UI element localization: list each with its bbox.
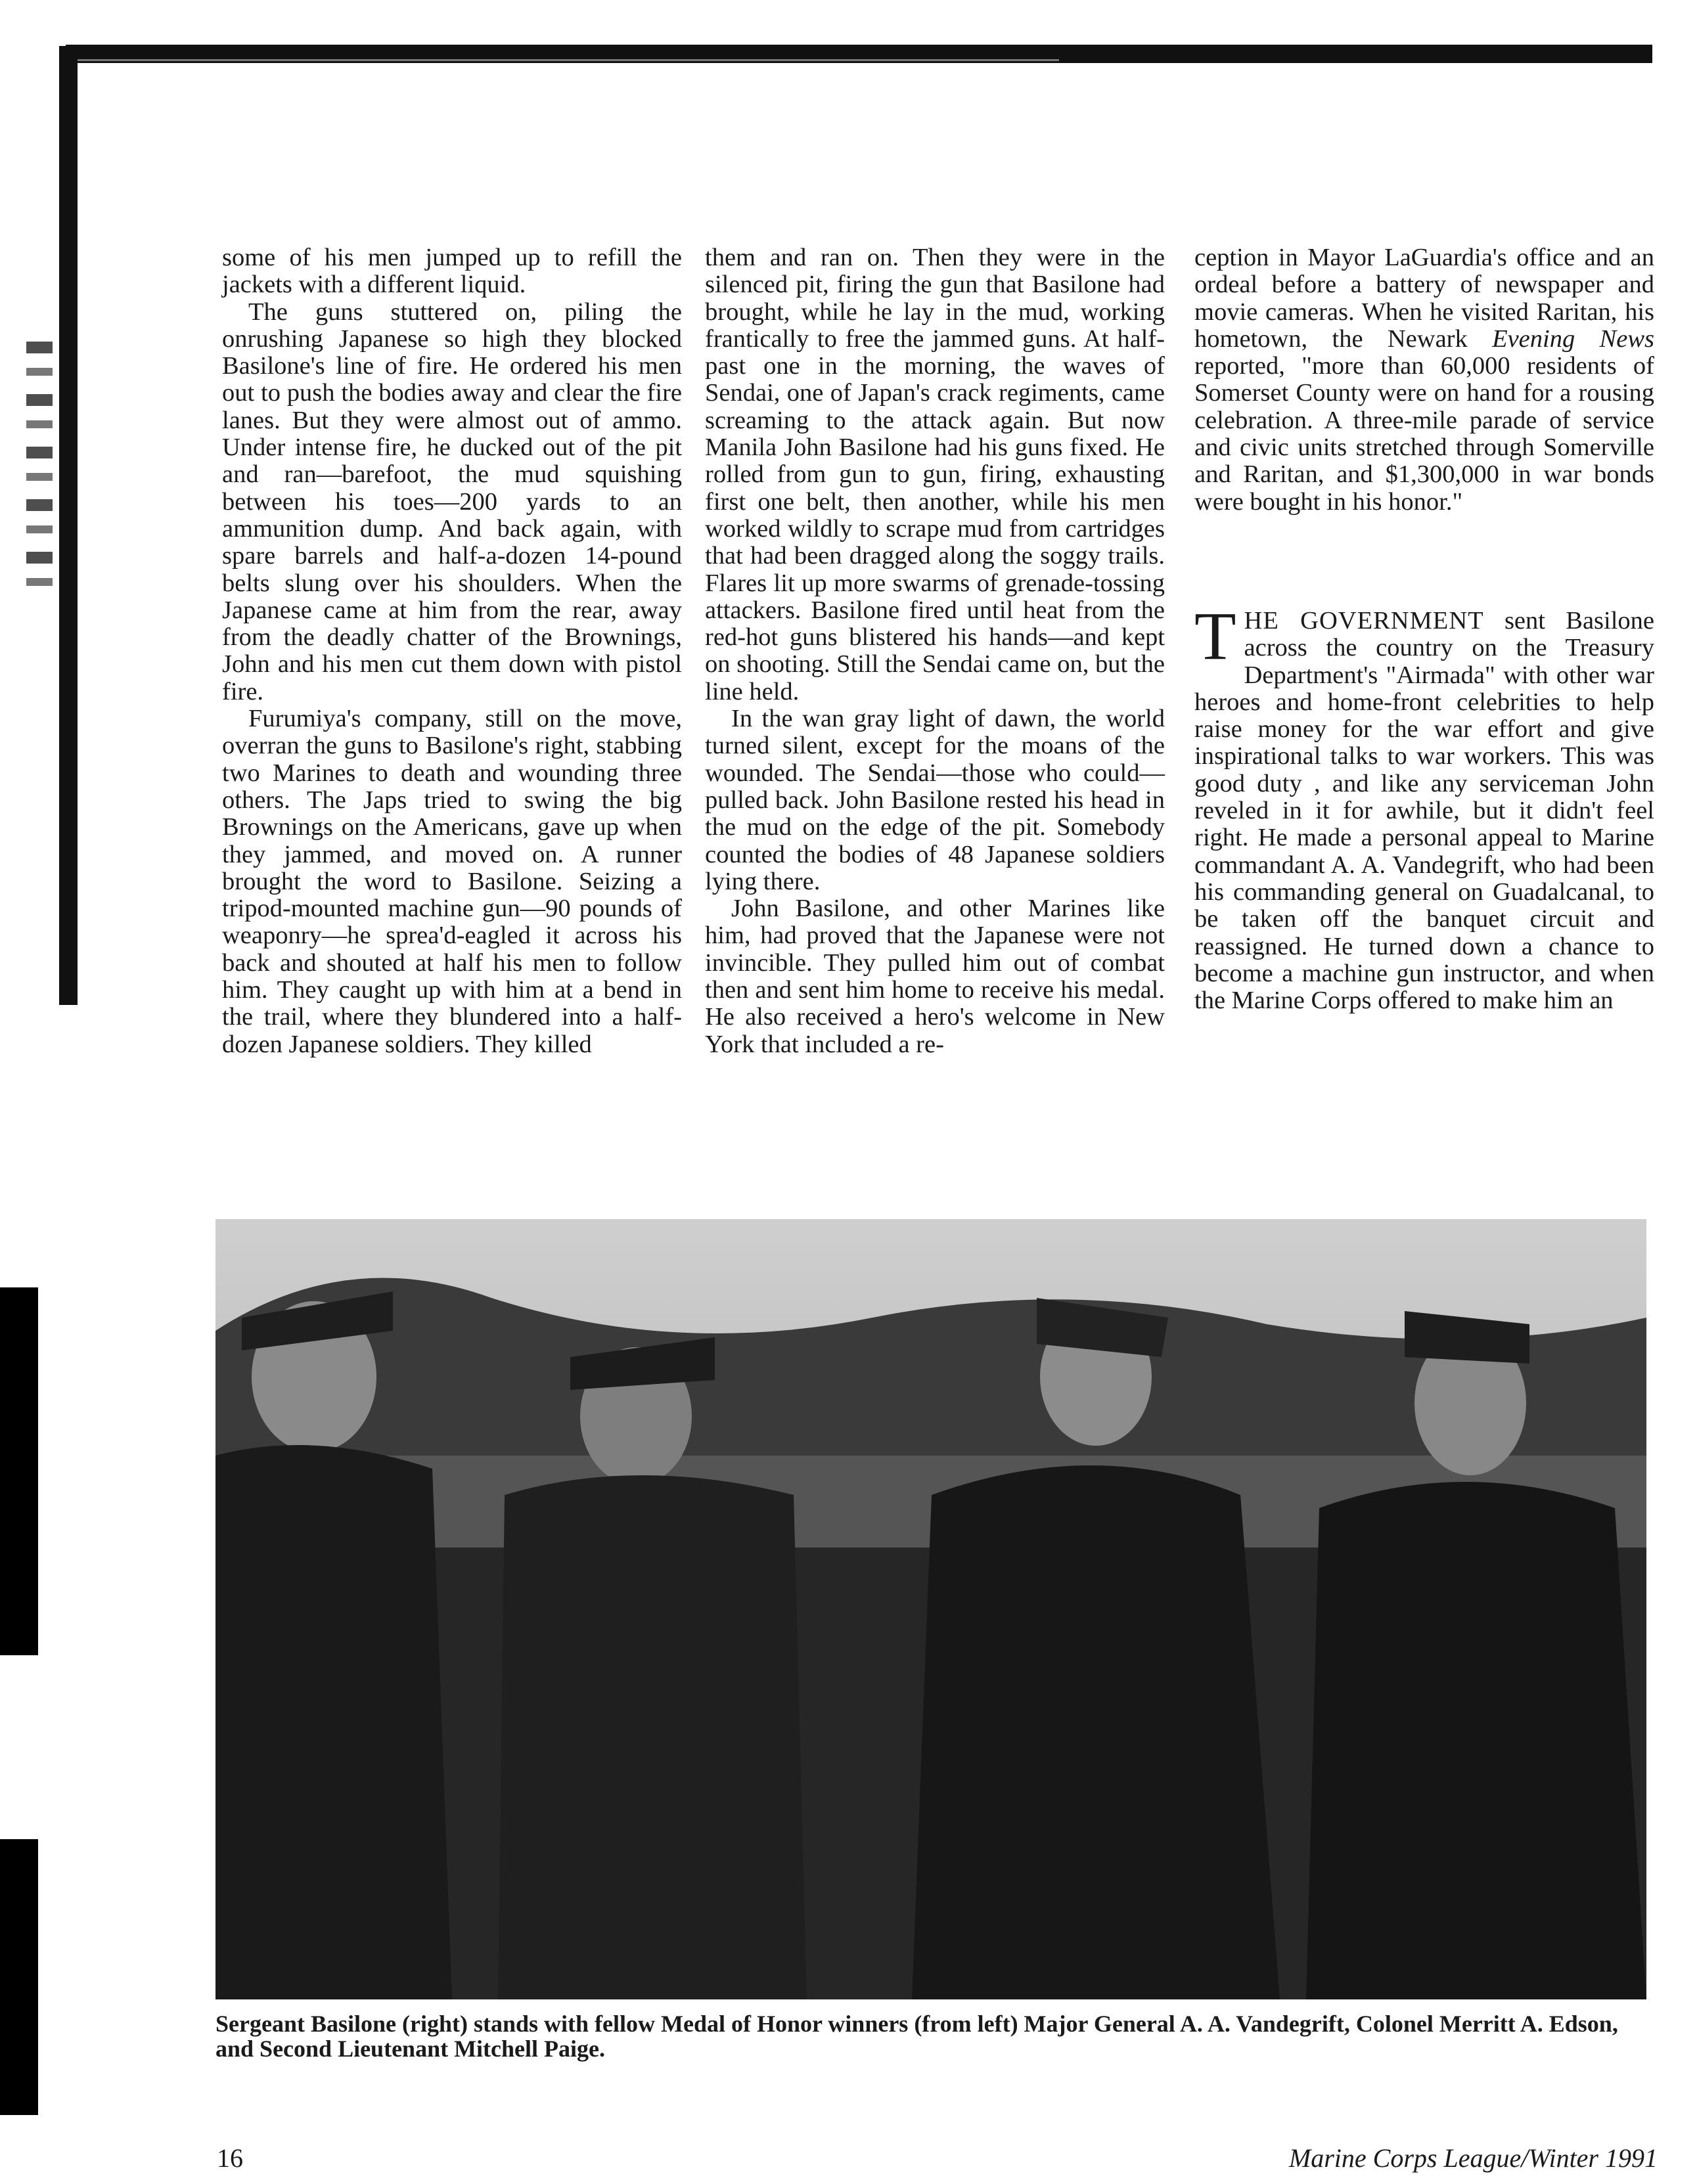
historical-photo (215, 1219, 1646, 1999)
paragraph: The guns stuttered on, piling the onrushing Japanese so high they blocked Basilone's line of fire. He ordered his men out to push the bodies away and clear the fire lanes. But they were almost out of ammo. Under intense fire, he ducked out of the pit and ran—barefoot, the mud squishing between his toes—200 yards to an ammunition dump. And back again, with spare barrels and half-a-dozen 14-pound belts slung over his shoulders. When the Japanese came at him from the rear, away from the deadly chatter of the Brownings, John and his men cut them down with pistol fire. (222, 298, 682, 705)
top-thin-rule (74, 59, 1059, 61)
article-column-1 (222, 244, 682, 1177)
lead-in-caps: HE GOVERNMENT (1244, 606, 1484, 635)
article-column-2 (705, 244, 1165, 1177)
drop-cap: T (1194, 598, 1236, 674)
photo-caption: Sergeant Basilone (right) stands with fellow Medal of Honor winners (from left) Major General A. A. Vandegrift, Colonel Merritt A. Edson, and Second Lieutenant Mitchell Paige. (215, 2011, 1618, 2062)
paragraph (1194, 598, 1654, 1015)
paragraph: In the wan gray light of dawn, the world turned silent, except for the moans of the wounded. The Sendai—those who could—pulled back. John Basilone rested his head in the mud on the edge of the pit. Somebody counted the bodies of 48 Japanese soldiers lying there. (705, 705, 1165, 895)
left-scan-speckle (26, 342, 53, 591)
page-number: 16 (217, 2143, 243, 2173)
paragraph: them and ran on. Then they were in the silenced pit, firing the gun that Basilone had brought, while he lay in the mud, working frantically to free the jammed guns. At half-past one in the morning, the waves of Sendai, one of Japan's crack regiments, came screaming to the attack again. But now Manila John Basilone had his guns fixed. He rolled from gun to gun, firing, exhausting first one belt, then another, while his men worked wildly to scrape mud from cartridges that had been dragged along the soggy trails. Flares lit up more swarms of grenade-tossing attackers. Basilone fired until heat from the red-hot guns blistered his hands—and kept on shooting. Still the Sendai came on, but the line held. (705, 244, 1165, 705)
paragraph: John Basilone, and other Marines like him, had proved that the Japanese were not invincible. They pulled him out of combat then and sent him home to receive his medal. He also received a hero's welcome in New York that included a re- (705, 895, 1165, 1058)
paragraph: some of his men jumped up to refill the jackets with a different liquid. (222, 244, 682, 299)
left-scan-edge-bottom (0, 1839, 38, 2115)
photo-illustration (215, 1219, 1646, 1999)
newspaper-title: Evening News (1492, 324, 1654, 353)
paragraph: Furumiya's company, still on the move, overran the guns to Basilone's right, stabbing two Marines to death and wounding three others. The Japs tried to swing the big Brownings on the Americans, gave up when they jammed, and moved on. A runner brought the word to Basilone. Seizing a tripod-mounted machine gun—90 pounds of weaponry—he sprea'd-eagled it across his back and shouted at half his men to follow him. They caught up with him at a bend in the trail, where they blundered into a half-dozen Japanese soldiers. They killed (222, 705, 682, 1058)
left-scan-edge-lower (0, 1287, 38, 1655)
paragraph-text: reported, "more than 60,000 residents of Somerset County were on hand for a rousing celebration. A three-mile parade of service and civic units stretched through Somerville and Raritan, and $1,300,000 in war bonds were bought in his honor." (1194, 352, 1654, 516)
article-column-3 (1194, 244, 1654, 1177)
publication-footer: Marine Corps League/Winter 1991 (1288, 2143, 1658, 2173)
paragraph-text: ception in Mayor LaGuardia's office and an ordeal before a battery of newspaper and movie cameras. When he visited Raritan, his hometown, the Newark (1194, 244, 1654, 353)
left-scan-edge (59, 46, 78, 1005)
paragraph (1194, 244, 1654, 516)
paragraph-text: sent Basilone across the country on the Treasury Department's "Airmada" with other war heroes and home-front celebrities to help raise money for the war effort and give inspirational talks to war workers. This was good duty , and like any serviceman John reveled in it for awhile, but it didn't feel right. He made a personal appeal to Marine commandant A. A. Vandegrift, who had been his commanding general on Guadalcanal, to be taken off the banquet circuit and reassigned. He turned down a chance to become a machine gun instructor, and when the Marine Corps offered to make him an (1194, 606, 1654, 1015)
